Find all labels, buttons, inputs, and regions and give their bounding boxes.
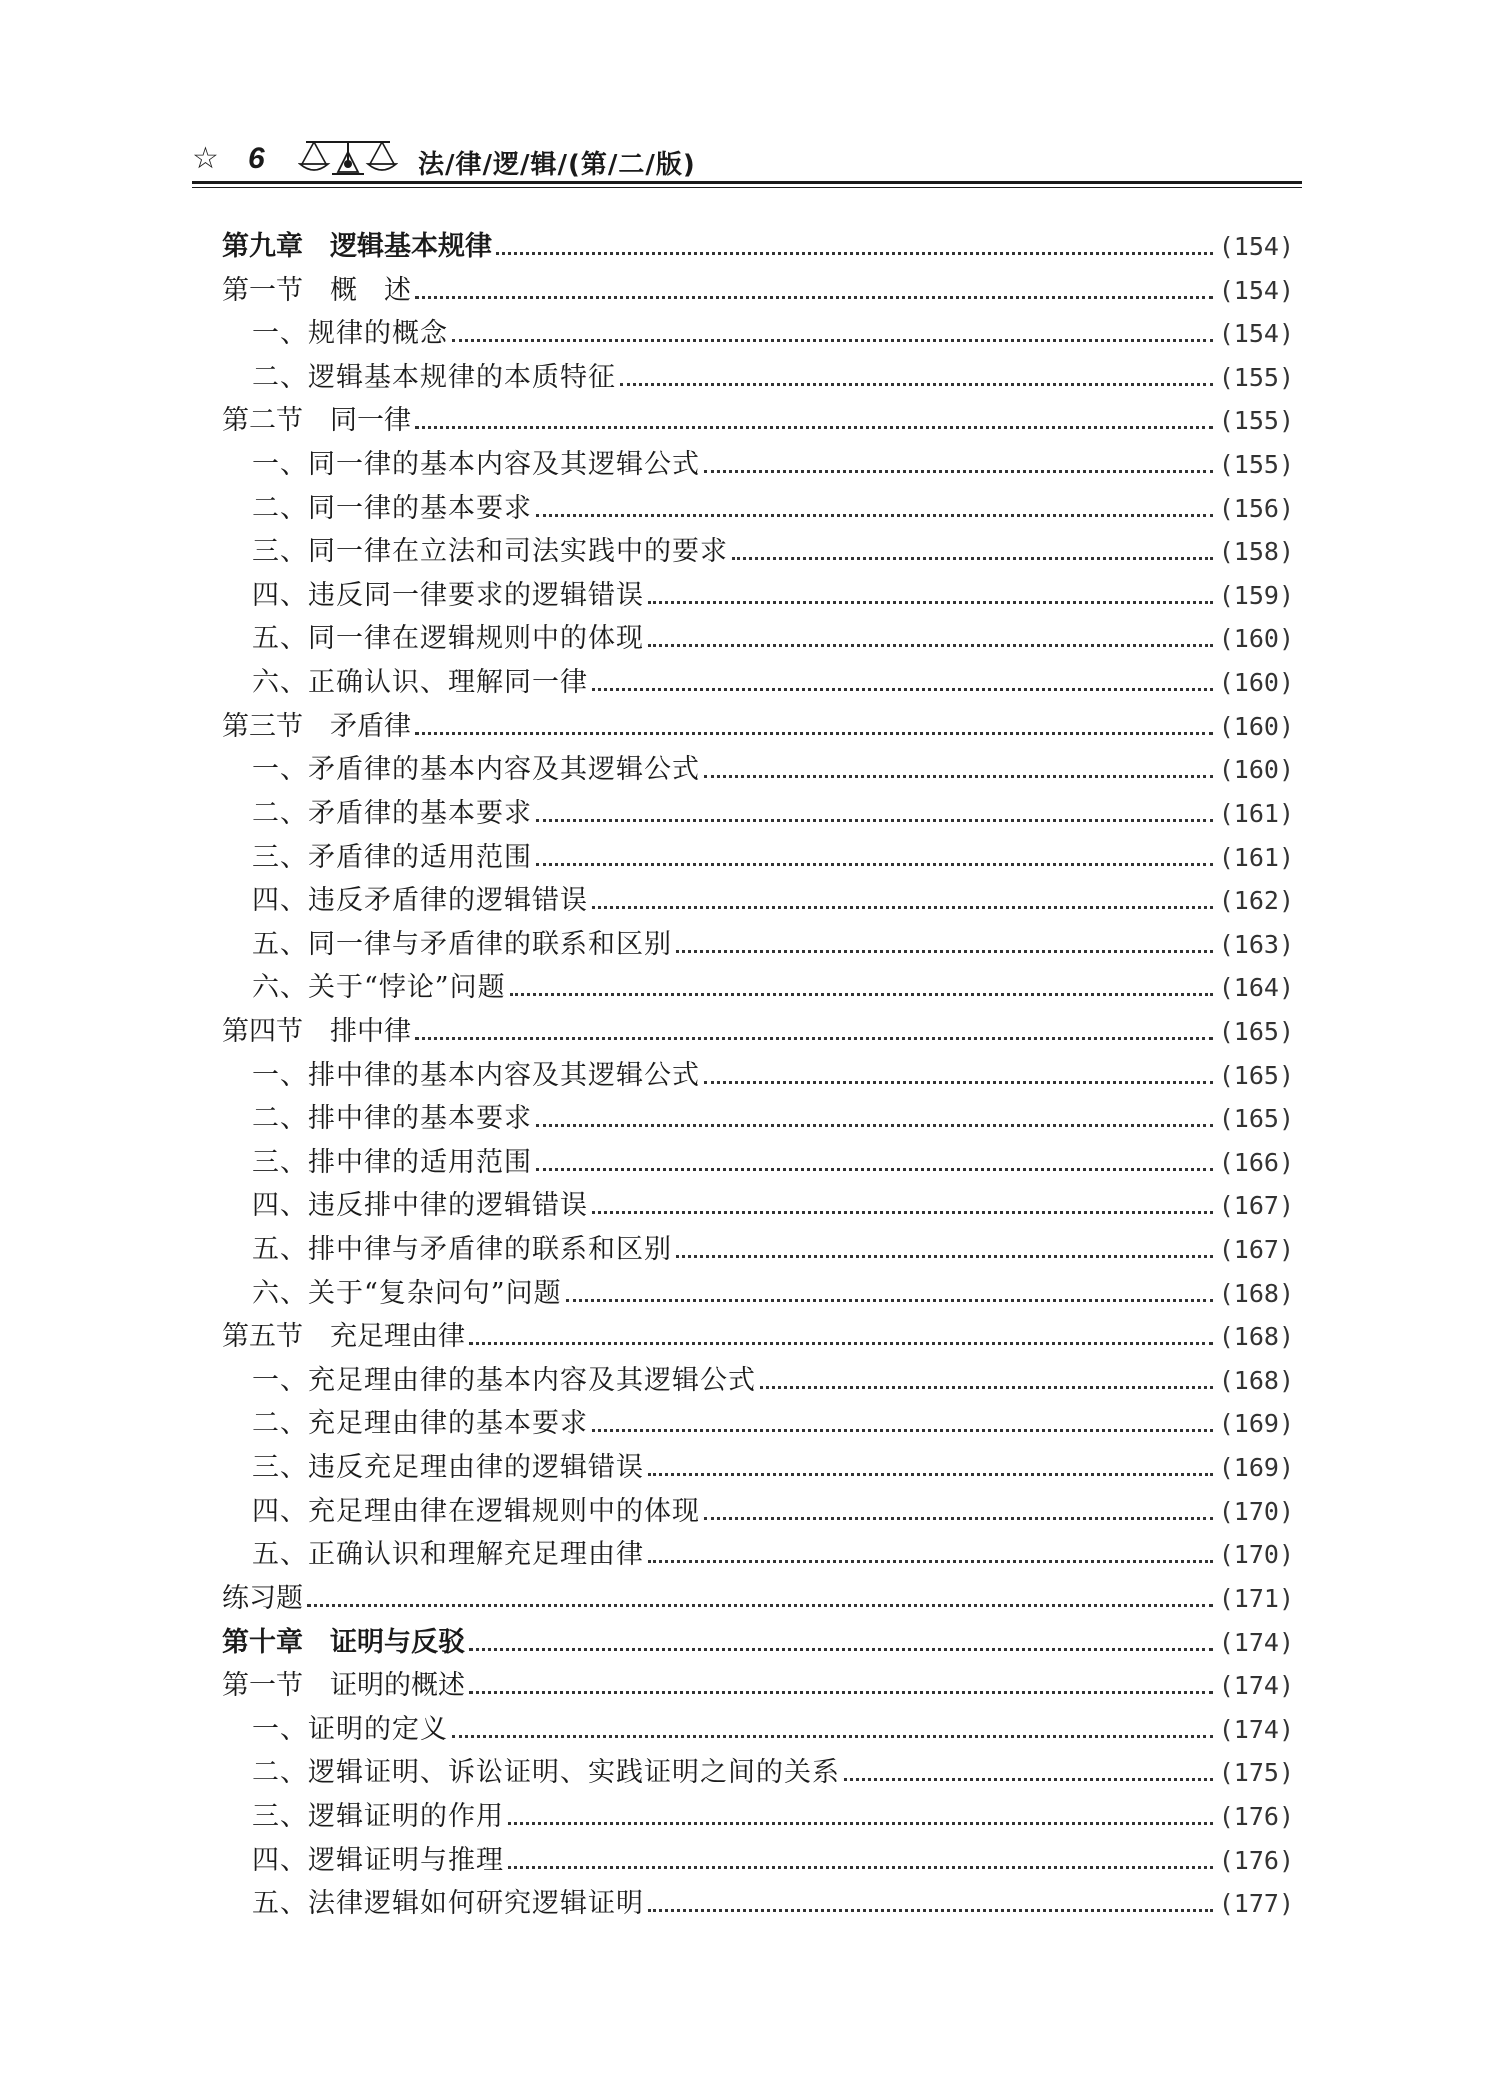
- toc-entry-title: 二、矛盾律的基本要求: [252, 797, 532, 829]
- dot-leader: [508, 1866, 1213, 1869]
- toc-entry-title: 六、正确认识、理解同一律: [252, 667, 588, 699]
- toc-entry-page: (168): [1218, 1365, 1294, 1395]
- toc-entry-item: [222, 660, 1294, 704]
- toc-entry-page: (165): [1218, 1016, 1294, 1046]
- toc-entry-title: 第一节 概 述: [222, 274, 411, 306]
- toc-entry-item: [222, 1750, 1294, 1794]
- toc-entry-title: 第一节 证明的概述: [222, 1670, 465, 1702]
- dot-leader: [452, 1735, 1213, 1738]
- toc-entry-title: 一、排中律的基本内容及其逻辑公式: [252, 1059, 700, 1091]
- scales-logo-icon: [298, 138, 398, 182]
- toc-entry-title: 二、充足理由律的基本要求: [252, 1408, 588, 1440]
- toc-entry-title: 二、逻辑证明、诉讼证明、实践证明之间的关系: [252, 1757, 840, 1789]
- toc-entry-item: [222, 529, 1294, 573]
- toc-entry-item: [222, 1401, 1294, 1445]
- dot-leader: [496, 252, 1213, 255]
- book-title: 法/律/逻/辑/(第/二/版): [418, 150, 696, 180]
- toc-entry-page: (156): [1218, 493, 1294, 523]
- dot-leader: [704, 470, 1213, 473]
- dot-leader: [592, 688, 1213, 691]
- toc-entry-item: [222, 1271, 1294, 1315]
- toc-entry-page: (170): [1218, 1496, 1294, 1526]
- toc-entry-item: [222, 747, 1294, 791]
- toc-entry-title: 一、规律的概念: [252, 318, 448, 350]
- toc-entry-title: 练习题: [222, 1582, 303, 1614]
- toc-entry-title: 六、关于“复杂问句”问题: [252, 1277, 562, 1309]
- toc-entry-title: 二、逻辑基本规律的本质特征: [252, 361, 616, 393]
- dot-leader: [676, 950, 1213, 953]
- dot-leader: [648, 644, 1213, 647]
- toc-entry-item: [222, 965, 1294, 1009]
- toc-entry-item: [222, 1881, 1294, 1925]
- dot-leader: [415, 426, 1213, 429]
- toc-entry-page: (159): [1218, 580, 1294, 610]
- toc-entry-title: 第二节 同一律: [222, 405, 411, 437]
- toc-entry-title: 一、证明的定义: [252, 1713, 448, 1745]
- toc-entry-page: (177): [1218, 1889, 1294, 1919]
- dot-leader: [566, 1299, 1213, 1302]
- toc-entry-page: (168): [1218, 1322, 1294, 1352]
- toc-entry-title: 四、逻辑证明与推理: [252, 1844, 504, 1876]
- dot-leader: [452, 339, 1213, 342]
- toc-entry-page: (161): [1218, 842, 1294, 872]
- dot-leader: [732, 557, 1213, 560]
- dot-leader: [648, 1909, 1213, 1912]
- toc-entry-section: [222, 1576, 1294, 1620]
- toc-entry-page: (161): [1218, 798, 1294, 828]
- dot-leader: [536, 1168, 1213, 1171]
- toc-entry-page: (165): [1218, 1104, 1294, 1134]
- toc-entry-page: (160): [1218, 755, 1294, 785]
- toc-entry-title: 五、排中律与矛盾律的联系和区别: [252, 1234, 672, 1266]
- dot-leader: [469, 1691, 1213, 1694]
- dot-leader: [676, 1255, 1213, 1258]
- header-rule-thick: [192, 181, 1302, 184]
- toc-entry-section: [222, 704, 1294, 748]
- toc-entry-item: [222, 791, 1294, 835]
- toc-entry-item: [222, 573, 1294, 617]
- dot-leader: [307, 1604, 1213, 1607]
- dot-leader: [704, 1081, 1213, 1084]
- dot-leader: [648, 1473, 1213, 1476]
- toc-entry-page: (171): [1218, 1583, 1294, 1613]
- toc-entry-title: 三、逻辑证明的作用: [252, 1800, 504, 1832]
- toc-entry-title: 五、法律逻辑如何研究逻辑证明: [252, 1888, 644, 1920]
- toc-entry-page: (155): [1218, 406, 1294, 436]
- toc-entry-item: [222, 1096, 1294, 1140]
- toc-entry-item: [222, 442, 1294, 486]
- toc-entry-title: 三、违反充足理由律的逻辑错误: [252, 1452, 644, 1484]
- dot-leader: [469, 1648, 1213, 1651]
- toc-entry-page: (167): [1218, 1235, 1294, 1265]
- toc-entry-page: (162): [1218, 886, 1294, 916]
- toc-entry-page: (174): [1218, 1671, 1294, 1701]
- toc-entry-section: [222, 1009, 1294, 1053]
- toc-entry-title: 一、矛盾律的基本内容及其逻辑公式: [252, 754, 700, 786]
- dot-leader: [592, 1429, 1213, 1432]
- toc-entry-title: 第十章 证明与反驳: [222, 1626, 465, 1658]
- toc-entry-page: (174): [1218, 1627, 1294, 1657]
- toc-entry-section: [222, 398, 1294, 442]
- toc-entry-page: (154): [1218, 275, 1294, 305]
- toc-entry-title: 四、违反同一律要求的逻辑错误: [252, 579, 644, 611]
- toc-entry-title: 三、矛盾律的适用范围: [252, 841, 532, 873]
- toc-entry-title: 四、违反排中律的逻辑错误: [252, 1190, 588, 1222]
- star-icon: ☆: [192, 141, 219, 176]
- toc-entry-section: [222, 1663, 1294, 1707]
- toc-entry-title: 二、排中律的基本要求: [252, 1103, 532, 1135]
- toc-entry-item: [222, 1707, 1294, 1751]
- dot-leader: [469, 1342, 1213, 1345]
- toc-entry-page: (164): [1218, 973, 1294, 1003]
- toc-entry-page: (160): [1218, 668, 1294, 698]
- toc-entry-title: 三、同一律在立法和司法实践中的要求: [252, 536, 728, 568]
- toc-entry-title: 四、充足理由律在逻辑规则中的体现: [252, 1495, 700, 1527]
- toc-entry-section: [222, 1314, 1294, 1358]
- toc-entry-item: [222, 835, 1294, 879]
- dot-leader: [620, 383, 1213, 386]
- running-header: [192, 138, 1302, 182]
- toc-entry-page: (160): [1218, 711, 1294, 741]
- toc-entry-item: [222, 1794, 1294, 1838]
- toc-entry-page: (154): [1218, 232, 1294, 261]
- toc-entry-page: (170): [1218, 1540, 1294, 1570]
- toc-entry-chapter: [222, 224, 1294, 268]
- toc-entry-page: (174): [1218, 1714, 1294, 1744]
- toc-entry-title: 五、同一律在逻辑规则中的体现: [252, 623, 644, 655]
- toc-entry-item: [222, 1358, 1294, 1402]
- dot-leader: [648, 1560, 1213, 1563]
- page-number: 6: [248, 142, 265, 175]
- toc-entry-title: 六、关于“悖论”问题: [252, 972, 506, 1004]
- dot-leader: [760, 1386, 1213, 1389]
- toc-entry-page: (169): [1218, 1453, 1294, 1483]
- toc-entry-title: 第三节 矛盾律: [222, 710, 411, 742]
- dot-leader: [648, 601, 1213, 604]
- toc-entry-page: (155): [1218, 450, 1294, 480]
- dot-leader: [592, 1211, 1213, 1214]
- toc-entry-title: 四、违反矛盾律的逻辑错误: [252, 885, 588, 917]
- dot-leader: [508, 1822, 1213, 1825]
- toc-entry-item: [222, 922, 1294, 966]
- toc-entry-page: (158): [1218, 537, 1294, 567]
- dot-leader: [536, 819, 1213, 822]
- dot-leader: [592, 906, 1213, 909]
- dot-leader: [844, 1778, 1213, 1781]
- dot-leader: [536, 863, 1213, 866]
- toc-entry-page: (168): [1218, 1278, 1294, 1308]
- toc-entry-page: (176): [1218, 1845, 1294, 1875]
- header-rule-thin: [192, 187, 1302, 188]
- toc-entry-item: [222, 1227, 1294, 1271]
- toc-entry-item: [222, 1532, 1294, 1576]
- dot-leader: [510, 993, 1213, 996]
- toc-entry-title: 五、正确认识和理解充足理由律: [252, 1539, 644, 1571]
- toc-entry-item: [222, 1053, 1294, 1097]
- toc-entry-page: (154): [1218, 319, 1294, 349]
- toc-entry-title: 一、同一律的基本内容及其逻辑公式: [252, 449, 700, 481]
- dot-leader: [704, 1517, 1213, 1520]
- toc-entry-title: 第四节 排中律: [222, 1015, 411, 1047]
- toc-entry-item: [222, 616, 1294, 660]
- toc-entry-section: [222, 268, 1294, 312]
- toc-entry-item: [222, 355, 1294, 399]
- toc-entry-item: [222, 1183, 1294, 1227]
- toc-entry-item: [222, 1445, 1294, 1489]
- toc-entry-item: [222, 1489, 1294, 1533]
- toc-entry-page: (166): [1218, 1147, 1294, 1177]
- dot-leader: [536, 514, 1213, 517]
- toc-entry-title: 五、同一律与矛盾律的联系和区别: [252, 928, 672, 960]
- toc-entry-item: [222, 311, 1294, 355]
- toc-entry-title: 一、充足理由律的基本内容及其逻辑公式: [252, 1364, 756, 1396]
- dot-leader: [536, 1124, 1213, 1127]
- dot-leader: [415, 1037, 1213, 1040]
- toc-entry-title: 第五节 充足理由律: [222, 1321, 465, 1353]
- toc-entry-page: (155): [1218, 362, 1294, 392]
- toc-entry-page: (160): [1218, 624, 1294, 654]
- toc-entry-title: 三、排中律的适用范围: [252, 1146, 532, 1178]
- toc-entry-page: (169): [1218, 1409, 1294, 1439]
- table-of-contents: [222, 224, 1294, 1925]
- toc-entry-page: (175): [1218, 1758, 1294, 1788]
- dot-leader: [704, 775, 1213, 778]
- toc-entry-page: (165): [1218, 1060, 1294, 1090]
- dot-leader: [415, 732, 1213, 735]
- toc-entry-item: [222, 1140, 1294, 1184]
- toc-entry-item: [222, 878, 1294, 922]
- toc-entry-page: (163): [1218, 929, 1294, 959]
- toc-entry-page: (167): [1218, 1191, 1294, 1221]
- dot-leader: [415, 296, 1213, 299]
- toc-entry-item: [222, 1838, 1294, 1882]
- toc-entry-title: 二、同一律的基本要求: [252, 492, 532, 524]
- toc-entry-item: [222, 486, 1294, 530]
- toc-entry-title: 第九章 逻辑基本规律: [222, 231, 492, 262]
- toc-entry-chapter: [222, 1620, 1294, 1664]
- toc-entry-page: (176): [1218, 1801, 1294, 1831]
